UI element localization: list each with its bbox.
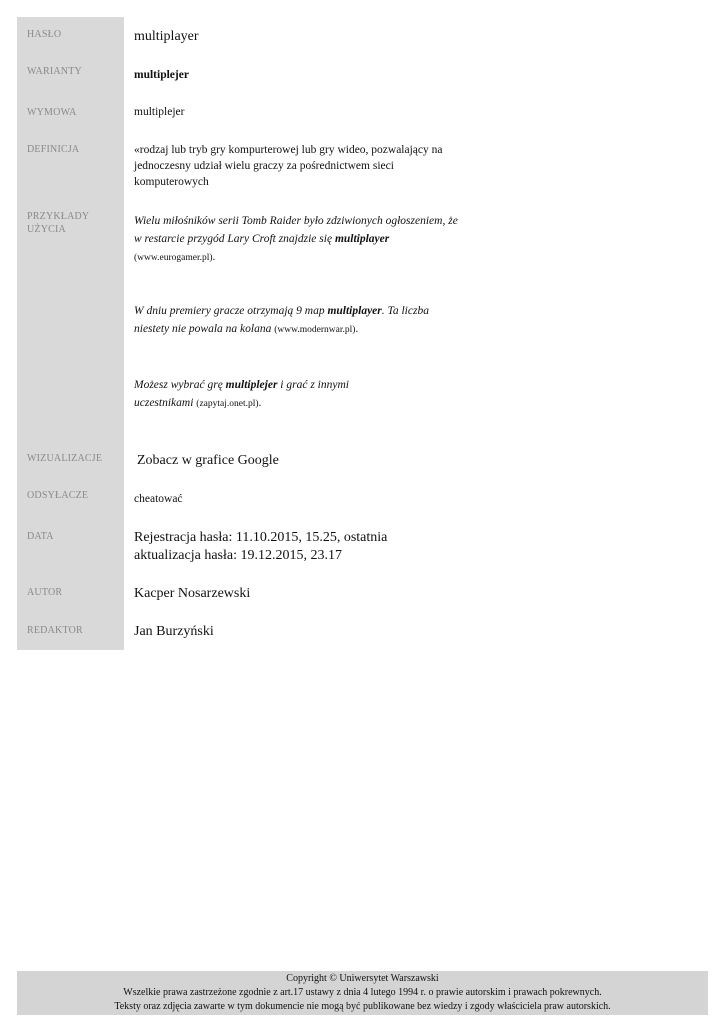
example-term: multiplejer (225, 379, 278, 391)
label-przyklady (27, 210, 89, 236)
example-text-after: . Ta liczba niestety nie powala na kolana (134, 305, 429, 335)
headword: multiplayer (134, 29, 199, 44)
label-odsylacze: ODSYŁACZE (27, 490, 89, 501)
example-text: W dniu premiery gracze otrzymają 9 map (134, 305, 328, 317)
author-value: Kacper Nosarzewski (134, 586, 251, 601)
label-przyklady-line2: UŻYCIA (27, 224, 66, 235)
label-wizualizacje: WIZUALIZACJE (27, 453, 103, 464)
example-end: . (258, 397, 262, 409)
example-text-after: i grać z innymi uczestnikami (134, 379, 349, 409)
example-source: (www.modernwar.pl) (274, 325, 356, 335)
label-przyklady-line1: PRZYKŁADY (27, 211, 90, 222)
example-3 (134, 376, 384, 413)
google-images-link[interactable]: Zobacz w grafice Google (137, 453, 279, 468)
pronunciation-value: multiplejer (134, 106, 185, 118)
example-source: (zapytaj.onet.pl) (196, 399, 259, 409)
label-warianty: WARIANTY (27, 66, 82, 77)
label-autor: AUTOR (27, 587, 63, 598)
definition-text: «rodzaj lub tryb gry kompurterowej lub gry wideo, pozwalający na jednoczesny udział wielu graczy za pośrednictwem sieci komputerowych (134, 144, 443, 188)
variant-value: multiplejer (134, 69, 189, 81)
publication-notice-line: Teksty oraz zdjęcia zawarte w tym dokumencie nie mogą być publikowane bez wiedzy i zgody właściciela praw autorskich. (114, 1001, 611, 1012)
example-term: multiplayer (327, 305, 382, 317)
copyright-line: Copyright © Uniwersytet Warszawski (286, 973, 439, 984)
editor-value: Jan Burzyński (134, 624, 214, 639)
example-end: . (355, 323, 359, 335)
cross-reference-link[interactable]: cheatować (134, 493, 183, 505)
date-value: Rejestracja hasła: 11.10.2015, 15.25, ostatnia aktualizacja hasła: 19.12.2015, 23.17 (134, 530, 388, 563)
copyright-footer (17, 971, 708, 1015)
label-redaktor: REDAKTOR (27, 625, 83, 636)
example-term: multiplayer (334, 233, 390, 245)
label-definicja: DEFINICJA (27, 144, 80, 155)
example-source: (www.eurogamer.pl) (134, 253, 213, 263)
example-2 (134, 302, 464, 339)
example-1 (134, 212, 464, 267)
label-wymowa: WYMOWA (27, 107, 77, 118)
example-text: Możesz wybrać grę (134, 379, 226, 391)
example-text: Wielu miłośników serii Tomb Raider było zdziwionych ogłoszeniem, że w restarcie przygód Lary Croft znajdzie się (134, 215, 458, 245)
label-data: DATA (27, 531, 54, 542)
label-haslo: HASŁO (27, 29, 62, 40)
example-end: . (212, 251, 216, 263)
rights-line: Wszelkie prawa zastrzeżone zgodnie z art.17 ustawy z dnia 4 lutego 1994 r. o prawie autorskim i prawach pokrewnych. (123, 987, 602, 998)
